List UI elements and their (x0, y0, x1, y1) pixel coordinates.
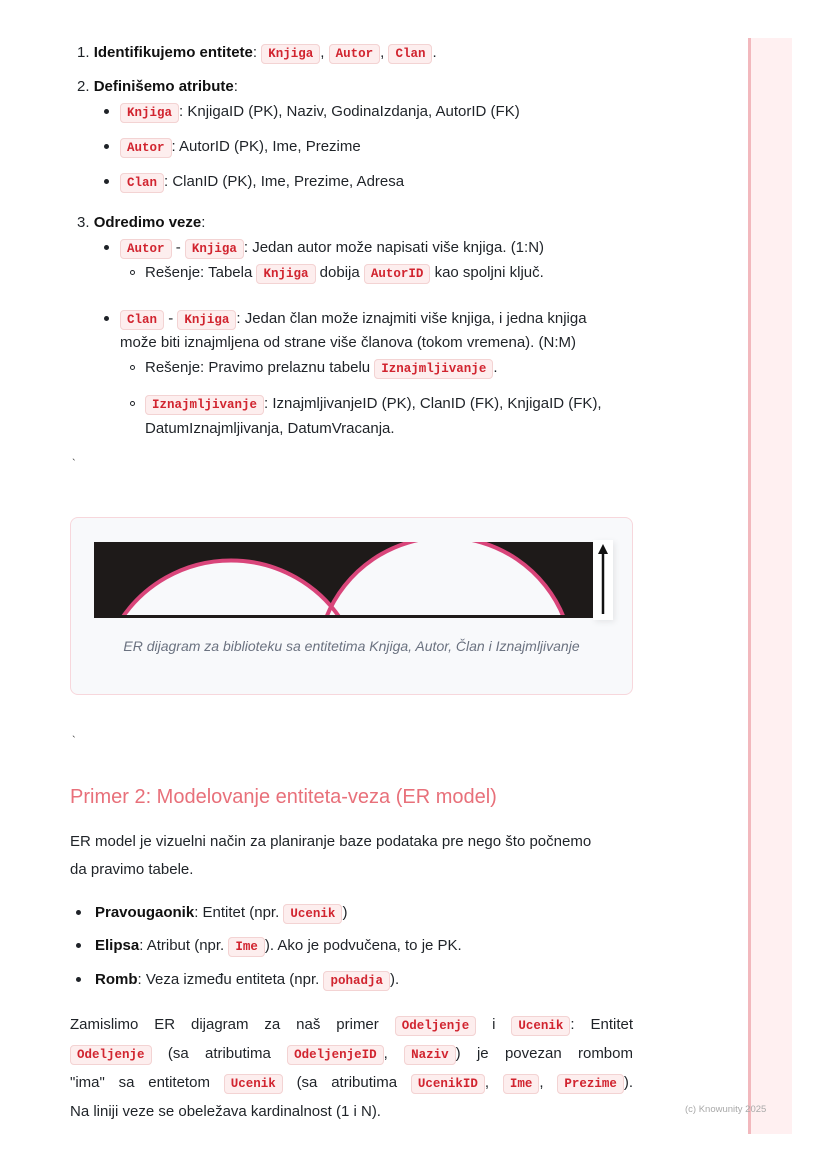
text: : Entitet (570, 1016, 634, 1033)
figure-card (70, 517, 633, 695)
period: . (493, 359, 498, 376)
sidebar-accent-line (748, 38, 751, 1134)
list-number: 3. (77, 214, 90, 231)
code-attribute: Prezime (557, 1074, 624, 1094)
colon: : (252, 44, 258, 61)
intro-paragraph (70, 828, 633, 884)
legend-text: ). (389, 971, 400, 988)
text: "ima" sa entitetom (70, 1074, 210, 1091)
legend-item-rectangle (95, 902, 347, 925)
code-attribute: UcenikID (411, 1074, 485, 1094)
legend-term: Romb (95, 971, 138, 988)
attribute-item (120, 171, 404, 194)
circle-bullet-icon (130, 270, 135, 275)
sidebar-strip (748, 38, 792, 1134)
list-item-title: Definišemo atribute (93, 78, 234, 95)
relation-item-1 (120, 237, 544, 260)
code-example: Ime (228, 937, 265, 957)
code-entity: Knjiga (185, 239, 244, 259)
code-entity: Ucenik (224, 1074, 283, 1094)
para-line: Na liniji veze se obeležava kardinalnost (1 i N). (70, 1103, 381, 1120)
legend-text: ) (342, 904, 348, 921)
code-entity: Clan (120, 173, 164, 193)
code-entity: Autor (120, 239, 172, 259)
relation-text: : Jedan član može iznajmiti više knjiga, i jedna knjiga (236, 310, 587, 327)
colon: : (233, 78, 238, 95)
code-example: pohadja (323, 971, 390, 991)
code-attribute: Ime (503, 1074, 540, 1094)
text: ). (623, 1074, 634, 1091)
bullet-icon (104, 144, 109, 149)
legend-item-rhombus (95, 969, 399, 992)
example-paragraph (70, 1011, 633, 1125)
circle-bullet-icon (130, 365, 135, 370)
period: . (432, 44, 437, 61)
code-entity: Knjiga (256, 264, 315, 284)
code-entity: Odeljenje (395, 1016, 477, 1036)
intro-line: ER model je vizuelni način za planiranje baze podataka pre nego što počnemo (70, 833, 592, 850)
legend-item-ellipse (95, 935, 462, 958)
code-attribute: OdeljenjeID (287, 1045, 384, 1065)
bullet-icon (104, 245, 109, 250)
attribute-text: : KnjigaID (PK), Naziv, GodinaIzdanja, AutorID (FK) (179, 103, 520, 120)
code-entity: Ucenik (511, 1016, 570, 1036)
code-entity: Clan (120, 310, 164, 330)
copyright-text: (c) Knowunity 2025 (685, 1104, 767, 1115)
colon: : (201, 214, 206, 231)
para-line (70, 1011, 633, 1040)
list-item-3 (77, 212, 205, 234)
figure-caption: ER dijagram za biblioteku sa entitetima Knjiga, Autor, Član i Iznajmljivanje (123, 638, 580, 654)
para-line (70, 1040, 633, 1069)
para-line (70, 1069, 633, 1098)
code-entity: Iznajmljivanje (145, 395, 264, 415)
detail-item (145, 393, 602, 416)
list-item-title: Odredimo veze (93, 214, 202, 231)
stray-backtick: ` (72, 735, 76, 747)
comma: , (484, 1074, 490, 1091)
solution-text: Rešenje: Pravimo prelaznu tabelu (145, 359, 371, 376)
solution-item (145, 357, 498, 380)
code-entity: Autor (120, 138, 172, 158)
bullet-icon (104, 109, 109, 114)
legend-text: : Atribut (npr. (139, 937, 225, 954)
er-diagram-image (94, 542, 594, 618)
legend-text: : Veza između entiteta (npr. (137, 971, 320, 988)
attribute-text: : ClanID (PK), Ime, Prezime, Adresa (164, 173, 405, 190)
code-entity: AutorID (364, 264, 431, 284)
bullet-icon (76, 977, 81, 982)
text: Zamislimo ER dijagram za naš primer (70, 1016, 379, 1033)
attribute-item (120, 136, 361, 159)
code-entity: Knjiga (120, 103, 179, 123)
code-example: Ucenik (283, 904, 342, 924)
intro-line: da pravimo tabele. (70, 861, 194, 878)
solution-text: kao spoljni ključ. (434, 264, 544, 281)
attribute-item (120, 101, 520, 124)
relation-text-cont: može biti iznajmljena od strane više članova (tokom vremena). (N:M) (120, 334, 576, 351)
text: ) je povezan rombom (455, 1045, 633, 1062)
text: (sa atributima (167, 1045, 271, 1062)
detail-text-cont: DatumIznajmljivanja, DatumVracanja. (145, 420, 395, 437)
text: (sa atributima (296, 1074, 398, 1091)
list-item-1: 1. Identifikujemo entitete: Knjiga , Autor , Clan . (77, 42, 437, 65)
dash: - (175, 239, 181, 256)
comma: , (539, 1074, 544, 1091)
legend-term: Pravougaonik (95, 904, 195, 921)
bullet-icon (76, 943, 81, 948)
arrow-up-icon (593, 540, 613, 620)
stray-backtick: ` (72, 458, 76, 470)
legend-text: ). Ako je podvučena, to je PK. (264, 937, 462, 954)
circle-bullet-icon (130, 401, 135, 406)
code-entity: Knjiga (177, 310, 236, 330)
solution-item (145, 262, 544, 285)
text: i (492, 1016, 496, 1033)
code-attribute: Naziv (404, 1045, 456, 1065)
legend-text: : Entitet (npr. (194, 904, 280, 921)
bullet-icon (104, 316, 109, 321)
code-entity: Odeljenje (70, 1045, 152, 1065)
comma: , (383, 1045, 388, 1062)
relation-item-2 (120, 308, 587, 331)
bullet-icon (76, 910, 81, 915)
list-number: 1. (77, 44, 90, 61)
list-item-title: Identifikujemo entitete (93, 44, 253, 61)
code-clan: Clan (388, 44, 432, 64)
code-knjiga: Knjiga (261, 44, 320, 64)
relation-text: : Jedan autor može napisati više knjiga. (1:N) (243, 239, 545, 256)
legend-term: Elipsa (95, 937, 140, 954)
code-autor: Autor (329, 44, 381, 64)
code-entity: Iznajmljivanje (374, 359, 493, 379)
bullet-icon (104, 179, 109, 184)
section-heading: Primer 2: Modelovanje entiteta-veza (ER model) (70, 786, 497, 808)
list-item-2 (77, 76, 238, 98)
dash: - (168, 310, 174, 327)
solution-text: dobija (319, 264, 360, 281)
solution-text: Rešenje: Tabela (145, 264, 253, 281)
detail-text: : IznajmljivanjeID (PK), ClanID (FK), KnjigaID (FK), (264, 395, 602, 412)
list-number: 2. (77, 78, 90, 95)
attribute-text: : AutorID (PK), Ime, Prezime (171, 138, 361, 155)
